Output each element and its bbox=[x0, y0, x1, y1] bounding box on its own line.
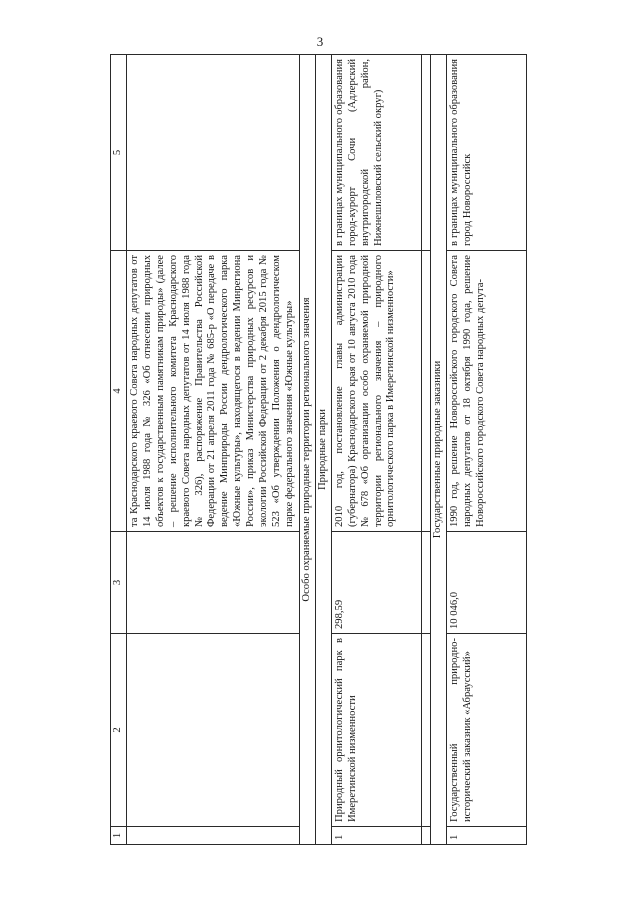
location-cell: в границах муниципального образования город Новороссийск bbox=[446, 55, 526, 251]
document-cell: та Краснодарского краевого Совета народных депутатов от 14 июля 1988 года № 326 «Об отнесении природных объектов к государственным памятникам природы» (далее – решение исполнительного комитета Краснодарского краевого Совета народных депутатов от 14 июля 1988 года № 326), распоряжение Правительства Российской Федерации от 21 апреля 2011 года № 685-р «О передаче в ведение Минприроды России дендрологического парка «Южные культуры», находящегося в ведении Минрегиона России», приказ Министерства природных ресурсов и экологии Российской Федерации от 2 декабря 2015 года № 523 «Об утверждении Положения о дендрологическом парке федерального значения «Южные культуры» bbox=[127, 251, 300, 532]
table-cell bbox=[421, 251, 430, 532]
subsection-row bbox=[430, 55, 446, 845]
row-number: 1 bbox=[446, 827, 526, 845]
object-name: Государственный природно-исторический заказник «Абраусский» bbox=[446, 634, 526, 827]
protected-areas-table bbox=[110, 54, 527, 845]
object-name: Природный орнитологический парк в Имеретинской низменности bbox=[331, 634, 421, 827]
table-cell bbox=[127, 532, 300, 634]
table-row bbox=[446, 55, 526, 845]
section-row bbox=[299, 55, 315, 845]
table-cell bbox=[127, 634, 300, 827]
table-cell bbox=[421, 634, 430, 827]
table-cell bbox=[127, 827, 300, 845]
table-cell bbox=[127, 55, 300, 251]
continuation-row bbox=[127, 55, 300, 845]
area-value: 298,59 bbox=[331, 532, 421, 634]
header-row bbox=[111, 55, 127, 845]
header-cell: 5 bbox=[111, 55, 127, 251]
subsection-row bbox=[315, 55, 331, 845]
rotated-table-container bbox=[110, 55, 600, 845]
table-cell bbox=[421, 827, 430, 845]
table-cell bbox=[421, 532, 430, 634]
spacer-row bbox=[421, 55, 430, 845]
table-cell bbox=[421, 55, 430, 251]
document-cell: 1990 год, решение Новороссийского городского Совета народных депутатов от 18 октября 1990 года, решение Новороссийского городского Совета народных депута- bbox=[446, 251, 526, 532]
subsection-heading: Государственные природные заказники bbox=[430, 55, 446, 845]
document-cell: 2010 год, постановление главы администрации (губернатора) Краснодарского края от 10 августа 2010 года № 678 «Об организации особо охраняемой природной территории регионального значения – природного орнитологического парка в Имеретинской низменности» bbox=[331, 251, 421, 532]
row-number: 1 bbox=[331, 827, 421, 845]
page-number: 3 bbox=[316, 34, 324, 49]
header-cell: 2 bbox=[111, 634, 127, 827]
header-cell: 4 bbox=[111, 251, 127, 532]
table-row bbox=[331, 55, 421, 845]
location-cell: в границах муниципального образования город-курорт Сочи (Адлерский внутригородской район, Нижнешиловский сельский округ) bbox=[331, 55, 421, 251]
area-value: 10 046,0 bbox=[446, 532, 526, 634]
section-heading: Особо охраняемые природные территории регионального значения bbox=[299, 55, 315, 845]
header-cell: 1 bbox=[111, 827, 127, 845]
header-cell: 3 bbox=[111, 532, 127, 634]
subsection-heading: Природные парки bbox=[315, 55, 331, 845]
